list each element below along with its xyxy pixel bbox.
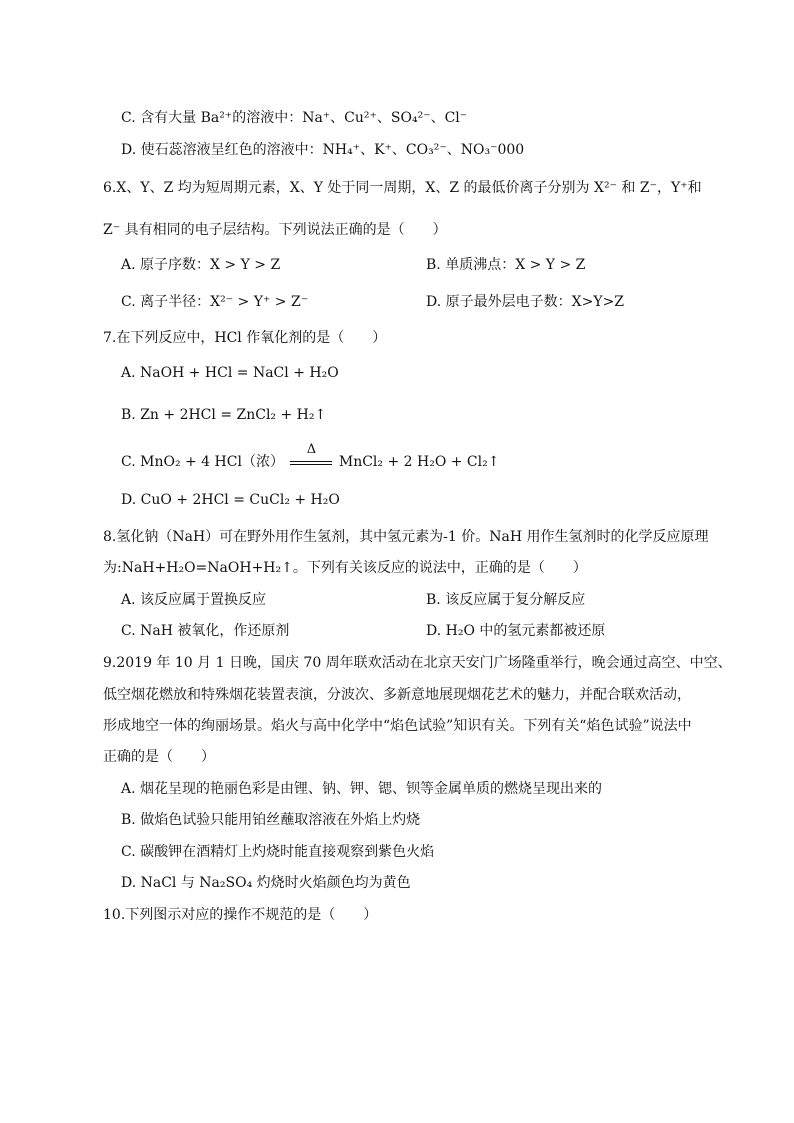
q7-option-c-reactants: C. MnO₂ + 4 HCl（浓） xyxy=(121,454,284,470)
q5-option-d: D. 使石蕊溶液呈红色的溶液中：NH₄⁺、K⁺、CO₃²⁻、NO₃⁻000 xyxy=(121,142,525,158)
q7-option-a: A. NaOH + HCl = NaCl + H₂O xyxy=(121,365,339,381)
q9-option-a: A. 烟花呈现的艳丽色彩是由锂、钠、钾、锶、钡等金属单质的燃烧呈现出来的 xyxy=(121,781,603,797)
q6-option-c: C. 离子半径：X²⁻ > Y⁺ > Z⁻ xyxy=(121,294,309,310)
q9-stem-line3: 形成地空一体的绚丽场景。焰火与高中化学中“焰色试验”知识有关。下列有关“焰色试验”说法中 xyxy=(103,718,692,734)
delta-symbol: Δ xyxy=(306,442,317,457)
q8-option-c: C. NaH 被氧化，作还原剂 xyxy=(121,623,290,639)
q8-option-a: A. 该反应属于置换反应 xyxy=(121,592,267,608)
q6-option-d: D. 原子最外层电子数：X>Y>Z xyxy=(426,294,625,310)
q8-option-d: D. H₂O 中的氢元素都被还原 xyxy=(426,623,606,639)
q7-option-b: B. Zn + 2HCl = ZnCl₂ + H₂↑ xyxy=(121,407,327,423)
q7-option-c xyxy=(121,442,500,472)
q9-option-d: D. NaCl 与 Na₂SO₄ 灼烧时火焰颜色均为黄色 xyxy=(121,875,411,891)
q6-option-a: A. 原子序数：X > Y > Z xyxy=(121,257,281,273)
q6-option-b: B. 单质沸点：X > Y > Z xyxy=(426,257,586,273)
q9-stem-line2: 低空烟花燃放和特殊烟花装置表演，分波次、多新意地展现烟花艺术的魅力，并配合联欢活动， xyxy=(103,687,691,703)
q6-stem-line1: 6.X、Y、Z 均为短周期元素，X、Y 处于同一周期，X、Z 的最低价离子分别为 X²⁻ 和 Z⁻，Y⁺和 xyxy=(103,180,702,196)
q5-option-c: C. 含有大量 Ba²⁺的溶液中：Na⁺、Cu²⁺、SO₄²⁻、Cl⁻ xyxy=(121,110,468,126)
q9-option-c: C. 碳酸钾在酒精灯上灼烧时能直接观察到紫色火焰 xyxy=(121,844,435,860)
q8-option-b: B. 该反应属于复分解反应 xyxy=(426,592,586,608)
q6-stem-line2: Z⁻ 具有相同的电子层结构。下列说法正确的是（ ） xyxy=(103,222,447,238)
q7-stem: 7.在下列反应中，HCl 作氧化剂的是（ ） xyxy=(103,330,387,346)
heating-condition-arrow xyxy=(288,442,334,472)
q9-option-b: B. 做焰色试验只能用铂丝蘸取溶液在外焰上灼烧 xyxy=(121,812,421,828)
q10-stem: 10.下列图示对应的操作不规范的是（ ） xyxy=(103,907,378,923)
q8-stem-line1: 8.氢化钠（NaH）可在野外用作生氢剂，其中氢元素为-1 价。NaH 用作生氢剂时的化学反应原理 xyxy=(103,529,709,545)
q8-stem-line2: 为:NaH+H₂O=NaOH+H₂↑。下列有关该反应的说法中，正确的是（ ） xyxy=(103,560,587,576)
q9-stem-line4: 正确的是（ ） xyxy=(103,749,215,765)
q7-option-d: D. CuO + 2HCl = CuCl₂ + H₂O xyxy=(121,492,340,508)
q9-stem-line1: 9.2019 年 10 月 1 日晚，国庆 70 周年联欢活动在北京天安门广场隆重举行，晚会通过高空、中空、 xyxy=(103,655,732,671)
q7-option-c-products: MnCl₂ + 2 H₂O + Cl₂↑ xyxy=(338,454,500,470)
